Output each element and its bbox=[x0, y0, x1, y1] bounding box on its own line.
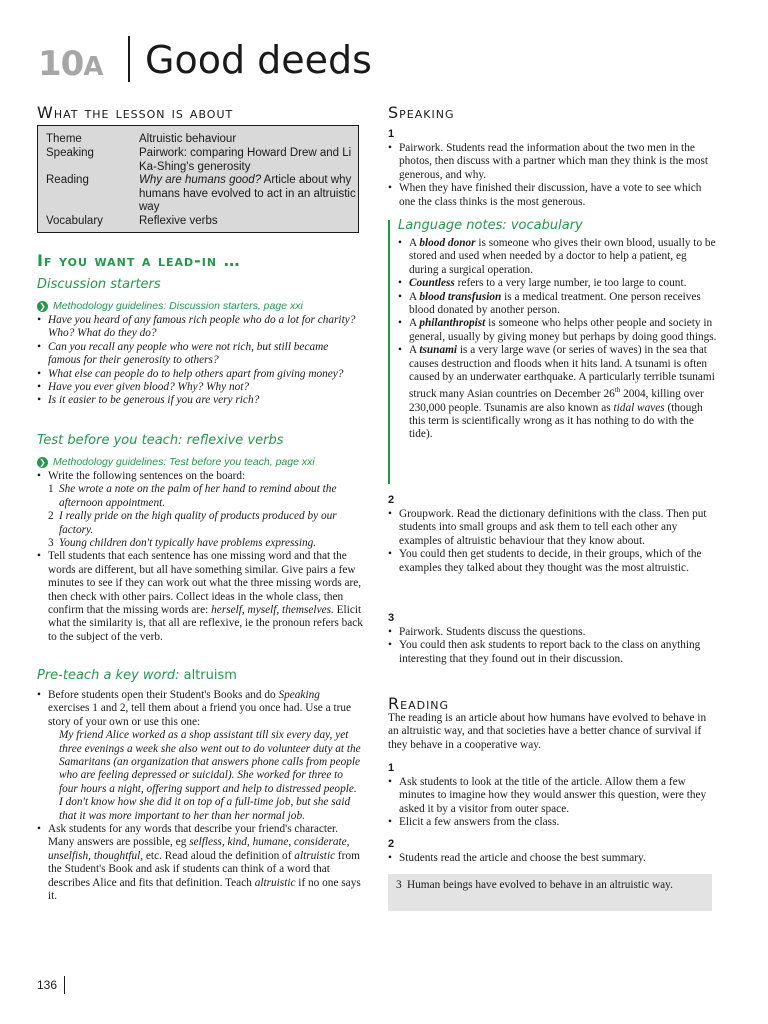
list-item: • Pairwork. Students discuss the questions. bbox=[388, 626, 718, 639]
page-number: 136 bbox=[37, 978, 58, 992]
discussion-list bbox=[37, 314, 363, 408]
text-run: if no one says it. bbox=[48, 876, 361, 903]
list-item: • Ask students to look at the title of the article. Allow them a few minutes to imagine how they would answer this question, were they asked it by a visitor from outer space. bbox=[388, 776, 718, 816]
exercise-number: 3 bbox=[388, 612, 395, 624]
preteach-title bbox=[37, 668, 237, 683]
lesson-key: Reading bbox=[46, 174, 89, 186]
text-run: Tell students that each sentence has one missing word and that the words are different, but all have something similar. Give pairs a few minutes to see if they can work out what the three missing words are, then check with other pairs. Collect ideas in the whole class, then confirm that the missing words are: bbox=[48, 550, 362, 617]
answer-box bbox=[388, 874, 712, 911]
lesson-value: Reflexive verbs bbox=[139, 215, 218, 227]
text-run: is a medical treatment. One person receives blood donated by another person. bbox=[409, 290, 701, 317]
preteach-title-text: Pre-teach a key word: bbox=[37, 668, 184, 683]
list-item bbox=[398, 277, 718, 290]
article-title: Why are humans good? bbox=[139, 174, 262, 186]
answer-sentence: Human beings have evolved to behave in an altruistic way. bbox=[407, 879, 673, 891]
text-run: is someone who gives their own blood, usually to be stored and used when needed by a doctor to help a patient, eg during a surgical operation. bbox=[409, 237, 716, 276]
text-run: Elicit what the similarity is, that all are reflexive, ie the pronoun refers back to the subject of the verb. bbox=[48, 604, 363, 643]
sentence-text: I really pride on the high quality of products produced by our factory. bbox=[59, 510, 337, 536]
sentence-number: 2 bbox=[48, 510, 54, 523]
header-divider bbox=[128, 36, 130, 82]
sentence-text: Young children don't typically have problems expressing. bbox=[59, 537, 317, 550]
list-item bbox=[398, 237, 718, 277]
text-run: refers to a very large number, ie too large to count. bbox=[454, 277, 687, 290]
language-notes-title: Language notes: vocabulary bbox=[398, 218, 583, 233]
list-item bbox=[37, 823, 363, 903]
reading-heading: Reading bbox=[388, 694, 450, 713]
text-run: is someone who helps other people and society in general, usually by giving money but perhaps by doing good things. bbox=[409, 317, 717, 343]
discussion-title: Discussion starters bbox=[37, 277, 161, 292]
answer-number: 3 bbox=[396, 879, 402, 891]
list-item: • Is it easier to be generous if you are very rich? bbox=[37, 394, 363, 407]
list-item: • Pairwork. Students read the information about the two men in the photos, then discuss with a partner which man they think is the most generous, and why. bbox=[388, 142, 718, 182]
friend-story: My friend Alice worked as a shop assistant till six every day, yet three evenings a week she also went out to do volunteer duty at the Samaritans (an organization that answers phone calls from people who are feeling depressed or suicidal). She worked for three to four hours a night, offering support and help to distressed people. I don't know how she did it on top of a full-time job, but she said that it was more important to her than her normal job. bbox=[59, 729, 361, 822]
lesson-key: Speaking bbox=[46, 147, 94, 159]
list-item: • Have you ever given blood? Why? Why not? bbox=[37, 381, 363, 394]
leadin-heading: If you want a lead-in … bbox=[37, 251, 241, 270]
unit-number-digits: 10 bbox=[38, 44, 84, 84]
vocab-term: Countless bbox=[409, 277, 455, 290]
lesson-key: Theme bbox=[46, 133, 82, 145]
preteach-list bbox=[37, 689, 363, 904]
lesson-heading: What the lesson is about bbox=[37, 103, 234, 122]
lesson-summary-box bbox=[37, 125, 359, 233]
page-title: Good deeds bbox=[145, 38, 372, 82]
list-item: • You could then get students to decide, in their groups, which of the examples they talked about they thought was the most altruistic. bbox=[388, 548, 718, 575]
text-run: exercises 1 and 2, tell them about a friend you once had. Use a true story of your own or use this one: bbox=[48, 702, 352, 728]
text-run: from the Student's Book and ask if students can think of a word that describes Alice and fits that definition. Teach bbox=[48, 849, 360, 889]
list-item bbox=[398, 344, 718, 442]
test-intro: Write the following sentences on the board: bbox=[48, 470, 246, 482]
methodology-text: Methodology guidelines: Test before you teach, page xxi bbox=[53, 456, 315, 468]
sentence-item bbox=[48, 510, 363, 537]
sentence-number: 3 bbox=[48, 537, 54, 550]
list-item bbox=[398, 317, 718, 344]
sentence-number: 1 bbox=[48, 483, 54, 496]
speaking-ex3-list bbox=[388, 626, 718, 666]
speaking-heading: Speaking bbox=[388, 103, 455, 122]
text-run: , etc. Read aloud the definition of bbox=[140, 849, 295, 862]
exercise-number: 1 bbox=[388, 128, 395, 140]
list-item: • What else can people do to help others apart from giving money? bbox=[37, 368, 363, 381]
text-run: A bbox=[409, 344, 420, 357]
sentence-list bbox=[48, 483, 363, 550]
answer-text bbox=[396, 879, 707, 892]
notes-rule bbox=[388, 220, 390, 484]
lesson-value: Pairwork: comparing Howard Drew and Li Ka-Shing's generosity bbox=[139, 147, 352, 173]
methodology-text: Methodology guidelines: Discussion starters, page xxi bbox=[53, 300, 303, 312]
lesson-value bbox=[139, 174, 361, 215]
missing-words: herself, myself, themselves. bbox=[211, 604, 334, 617]
list-item bbox=[37, 550, 363, 644]
text-run: tidal waves bbox=[613, 401, 665, 414]
folio-divider bbox=[64, 976, 65, 994]
ordinal-suffix: th bbox=[614, 386, 621, 395]
list-item: • You could then ask students to report back to the class on anything interesting that they found out in their discussion. bbox=[388, 639, 718, 666]
speaking-ex2-list bbox=[388, 508, 718, 575]
text-run: Before students open their Student's Books and do bbox=[48, 689, 279, 701]
list-item: • Students read the article and choose the best summary. bbox=[388, 852, 718, 865]
test-title: Test before you teach: reflexive verbs bbox=[37, 433, 284, 448]
methodology-link[interactable] bbox=[37, 456, 315, 468]
reading-intro: The reading is an article about how humans have evolved to behave in an altruistic way, and that societies have a better chance of survival if they behave in a cooperative way. bbox=[388, 712, 707, 751]
list-item: • Have you heard of any famous rich people who do a lot for charity? Who? What do they do? bbox=[37, 314, 363, 341]
sentence-item bbox=[48, 537, 363, 550]
list-item: • Can you recall any people who were not rich, but still became famous for their generosity to others? bbox=[37, 341, 363, 368]
lesson-value: Altruistic behaviour bbox=[139, 133, 237, 145]
key-word: altruism bbox=[183, 668, 237, 683]
list-item: • When they have finished their discussion, have a vote to see which one the class thinks is the most generous. bbox=[388, 182, 718, 209]
test-list bbox=[37, 470, 363, 644]
arrow-right-icon: ❯ bbox=[37, 301, 48, 312]
text-run: selfless, kind, humane, considerate, unselfish, thoughtful bbox=[48, 836, 350, 862]
reading-ex1-list bbox=[388, 776, 718, 830]
exercise-number: 2 bbox=[388, 838, 395, 850]
vocab-term: philanthropist bbox=[419, 317, 486, 330]
list-item bbox=[398, 291, 718, 318]
list-item bbox=[37, 689, 363, 823]
text-run: altruistic bbox=[294, 849, 336, 862]
text-run: (though this term is scientifically wrong as it has nothing to do with the tide). bbox=[409, 401, 703, 441]
text-run: 2004, killing over 230,000 people. Tsunamis are also known as bbox=[409, 388, 704, 414]
lesson-key: Vocabulary bbox=[46, 215, 103, 227]
text-run: A bbox=[409, 317, 420, 330]
text-run: A bbox=[409, 237, 420, 249]
text-run: altruistic bbox=[254, 876, 296, 889]
list-item: • Elicit a few answers from the class. bbox=[388, 816, 718, 829]
exercise-number: 2 bbox=[388, 494, 395, 506]
sentence-text: She wrote a note on the palm of her hand to remind about the afternoon appointment. bbox=[59, 483, 337, 509]
unit-number bbox=[38, 44, 102, 84]
vocab-term: blood transfusion bbox=[419, 290, 502, 303]
text-run: Ask students for any words that describe your friend's character. Many answers are possible, eg bbox=[48, 823, 339, 849]
arrow-right-icon: ❯ bbox=[37, 457, 48, 468]
exercise-number: 1 bbox=[388, 762, 395, 774]
lesson-value-rest: Article about why humans have evolved to act in an altruistic way bbox=[139, 174, 356, 213]
speaking-ex1-list bbox=[388, 142, 718, 209]
text-run: Speaking bbox=[278, 689, 320, 701]
text-run: A bbox=[409, 290, 420, 303]
list-item: • Groupwork. Read the dictionary definitions with the class. Then put students into small groups and ask them to tell each other any examples of altruistic behaviour that they know about. bbox=[388, 508, 718, 548]
vocab-term: tsunami bbox=[419, 344, 458, 357]
text-run: is a very large wave (or series of waves) in the sea that causes destruction and floods when it hits land. A tsunami is often caused by an underwater earthquake. A particularly terrible tsunami struck many Asian countries on December 26 bbox=[409, 344, 715, 401]
methodology-link[interactable] bbox=[37, 300, 303, 312]
sentence-item bbox=[48, 483, 363, 510]
vocab-term: blood donor bbox=[419, 237, 476, 249]
list-item bbox=[37, 470, 363, 550]
language-notes-list bbox=[398, 237, 718, 442]
reading-ex2-list bbox=[388, 852, 718, 865]
unit-letter: A bbox=[83, 52, 103, 82]
